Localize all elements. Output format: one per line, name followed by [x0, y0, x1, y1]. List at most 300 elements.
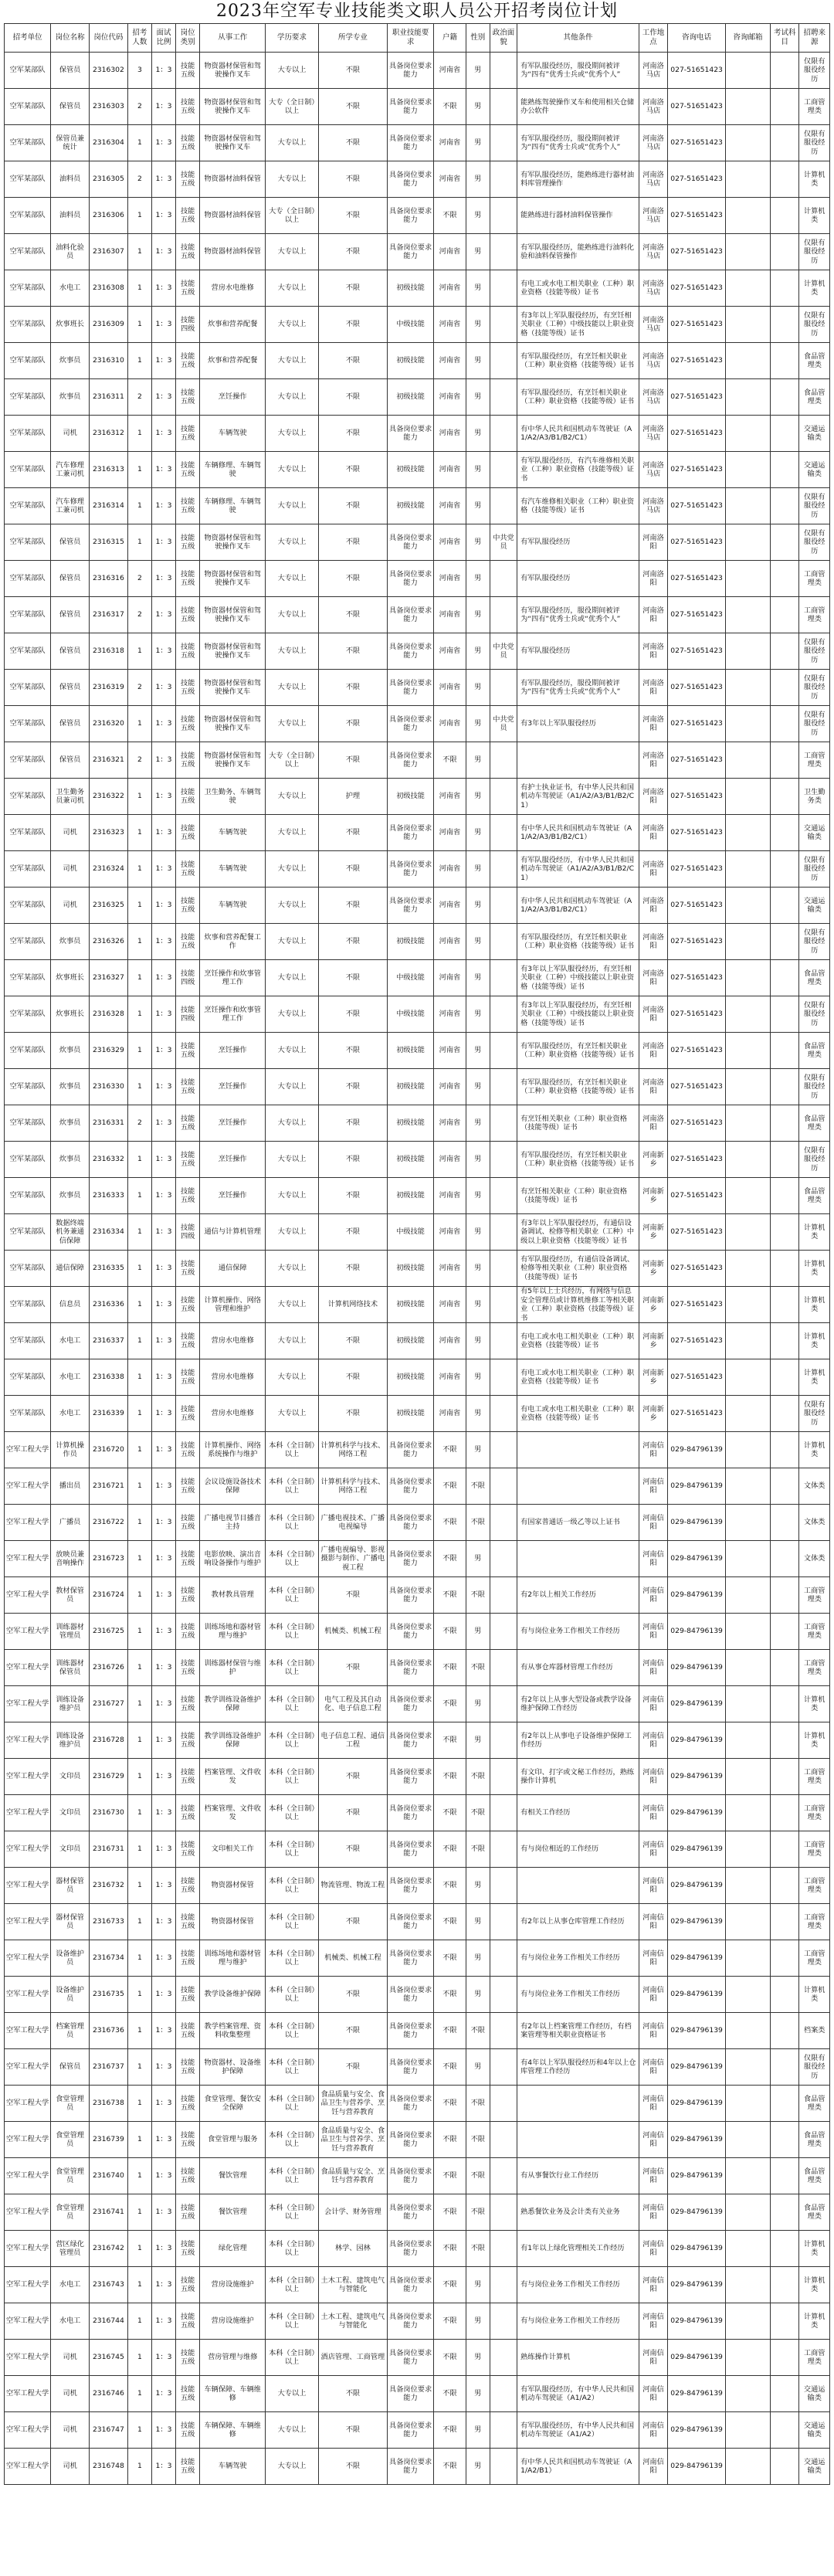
table-cell: 空军某部队 — [5, 561, 51, 597]
table-cell — [771, 1541, 799, 1577]
table-cell: 档案管理、文件收发 — [200, 1759, 266, 1795]
table-cell: 有军队服役经历 — [517, 633, 639, 670]
table-cell: 设备维护员 — [51, 1977, 90, 2013]
table-cell: 初级技能 — [388, 379, 434, 416]
table-cell: 工商管理类 — [799, 2340, 830, 2376]
table-cell: 具备岗位要求能力 — [388, 1541, 434, 1577]
table-cell: 不限 — [318, 89, 387, 125]
table-cell: 营房设施维护 — [200, 2303, 266, 2340]
table-cell: 技能五级 — [176, 2412, 200, 2449]
table-cell: 1 — [127, 1614, 151, 1650]
table-cell: 不限 — [318, 597, 387, 633]
table-cell: 1：3 — [151, 1251, 175, 1287]
table-row — [5, 633, 830, 670]
table-cell: 1 — [127, 996, 151, 1033]
table-row — [5, 960, 830, 996]
table-cell: 烹饪操作和炊事管理工作 — [200, 960, 266, 996]
table-cell: 1：3 — [151, 1831, 175, 1868]
table-cell: 河南信阳 — [639, 2449, 667, 2485]
table-cell: 大专以上 — [266, 161, 318, 198]
table-row — [5, 125, 830, 161]
table-cell: 2316722 — [90, 1505, 128, 1541]
table-row — [5, 1178, 830, 1214]
table-cell: 2 — [127, 597, 151, 633]
table-cell: 男 — [466, 1359, 490, 1396]
table-cell — [771, 2086, 799, 2122]
table-cell: 男 — [466, 524, 490, 561]
table-cell: 不限 — [434, 2340, 466, 2376]
table-cell — [725, 815, 770, 851]
table-cell: 河南信阳 — [639, 1432, 667, 1468]
table-cell: 技能五级 — [176, 1251, 200, 1287]
table-cell: 2316744 — [90, 2303, 128, 2340]
table-cell: 车辆保障、车辆维修 — [200, 2412, 266, 2449]
table-cell: 有军队服役经历，服役期间被评为“四有”优秀士兵或“优秀个人” — [517, 670, 639, 706]
table-cell — [725, 89, 770, 125]
table-cell: 文印员 — [51, 1759, 90, 1795]
table-row — [5, 597, 830, 633]
table-cell — [725, 2267, 770, 2303]
table-cell: 河南信阳 — [639, 1831, 667, 1868]
table-cell: 河南省 — [434, 234, 466, 270]
table-cell: 具备岗位要求能力 — [388, 2412, 434, 2449]
table-cell — [771, 1468, 799, 1505]
table-cell: 绿化管理 — [200, 2231, 266, 2267]
table-cell: 河南省 — [434, 307, 466, 343]
table-cell: 初级技能 — [388, 1105, 434, 1142]
table-cell: 有军队服役经历，服役期间被评为“四有”优秀士兵或“优秀个人” — [517, 53, 639, 89]
table-cell: 河南洛马店 — [639, 343, 667, 379]
table-cell — [490, 2158, 517, 2194]
table-row — [5, 343, 830, 379]
table-cell: 技能四级 — [176, 307, 200, 343]
table-cell: 卫生勤务员兼司机 — [51, 779, 90, 815]
table-cell: 初级技能 — [388, 1178, 434, 1214]
table-cell: 本科（全日制）以上 — [266, 2013, 318, 2049]
table-cell: 河南信阳 — [639, 1577, 667, 1614]
table-cell — [771, 996, 799, 1033]
table-cell — [725, 1614, 770, 1650]
table-cell: 河南信阳 — [639, 2340, 667, 2376]
table-cell: 技能五级 — [176, 1069, 200, 1105]
table-cell: 不限 — [434, 2267, 466, 2303]
table-cell: 空军某部队 — [5, 1105, 51, 1142]
table-cell: 2316745 — [90, 2340, 128, 2376]
table-cell: 不限 — [318, 1577, 387, 1614]
table-cell — [517, 1541, 639, 1577]
table-cell: 保管员 — [51, 706, 90, 742]
table-cell: 空军某部队 — [5, 125, 51, 161]
table-cell: 不限 — [318, 53, 387, 89]
table-cell: 不限 — [466, 1650, 490, 1686]
table-cell: 炊事班长 — [51, 307, 90, 343]
table-cell: 1 — [127, 2158, 151, 2194]
table-cell: 不限 — [466, 1831, 490, 1868]
table-cell — [725, 1105, 770, 1142]
table-cell: 保管员 — [51, 524, 90, 561]
table-cell: 烹饪操作和炊事管理工作 — [200, 996, 266, 1033]
table-cell: 空军某部队 — [5, 924, 51, 960]
table-cell: 空军某部队 — [5, 53, 51, 89]
table-cell: 1：3 — [151, 2412, 175, 2449]
table-cell: 技能五级 — [176, 1105, 200, 1142]
table-cell: 有烹饪相关职业（工种）职业资格（技能等级）证书 — [517, 1178, 639, 1214]
table-cell: 炊事员 — [51, 1142, 90, 1178]
table-cell — [771, 2158, 799, 2194]
table-cell — [725, 379, 770, 416]
table-cell: 具备岗位要求能力 — [388, 851, 434, 888]
table-cell: 1 — [127, 524, 151, 561]
table-cell: 有4年以上军队服役经历和4年以上仓库管理工作经历 — [517, 2049, 639, 2086]
table-row — [5, 742, 830, 779]
table-cell: 空军某部队 — [5, 89, 51, 125]
table-cell: 档案管理员 — [51, 2013, 90, 2049]
table-cell: 2316746 — [90, 2376, 128, 2412]
table-cell: 河南省 — [434, 815, 466, 851]
table-cell — [725, 1468, 770, 1505]
table-cell: 河南洛马店 — [639, 53, 667, 89]
table-cell: 水电工 — [51, 1359, 90, 1396]
table-cell: 工商管理类 — [799, 89, 830, 125]
table-cell: 技能五级 — [176, 125, 200, 161]
table-cell: 技能五级 — [176, 416, 200, 452]
table-row — [5, 1359, 830, 1396]
table-cell: 会议设施设备技术保障 — [200, 1468, 266, 1505]
table-cell: 027-51651423 — [668, 851, 726, 888]
table-cell: 河南省 — [434, 1251, 466, 1287]
table-cell — [725, 1795, 770, 1831]
table-cell — [490, 1432, 517, 1468]
table-cell — [490, 2122, 517, 2158]
table-cell: 不限 — [434, 2231, 466, 2267]
table-cell: 教学训练设备维护保障 — [200, 1722, 266, 1759]
table-cell: 炊事和营养配餐 — [200, 343, 266, 379]
table-cell: 技能五级 — [176, 1033, 200, 1069]
table-cell: 不限 — [318, 1323, 387, 1359]
table-cell: 初级技能 — [388, 1142, 434, 1178]
table-cell: 027-51651423 — [668, 343, 726, 379]
table-cell: 1：3 — [151, 452, 175, 488]
table-cell: 空军工程大学 — [5, 2086, 51, 2122]
table-cell: 文印员 — [51, 1795, 90, 1831]
table-cell — [490, 2013, 517, 2049]
table-cell: 河南洛阳 — [639, 1033, 667, 1069]
table-cell: 具备岗位要求能力 — [388, 1831, 434, 1868]
table-cell: 技能五级 — [176, 1868, 200, 1904]
table-cell: 男 — [466, 416, 490, 452]
table-cell: 不限 — [434, 2376, 466, 2412]
table-cell: 空军工程大学 — [5, 2340, 51, 2376]
table-cell: 1 — [127, 2194, 151, 2231]
table-cell: 不限 — [318, 1977, 387, 2013]
table-row — [5, 2013, 830, 2049]
column-header: 咨询邮箱 — [725, 24, 770, 53]
table-cell: 不限 — [466, 1505, 490, 1541]
table-cell: 河南省 — [434, 888, 466, 924]
table-cell: 教学档案管理、资料收集整理 — [200, 2013, 266, 2049]
table-cell — [771, 670, 799, 706]
table-cell: 1：3 — [151, 1722, 175, 1759]
table-cell: 1：3 — [151, 1868, 175, 1904]
table-cell: 1 — [127, 815, 151, 851]
table-cell: 河南省 — [434, 1105, 466, 1142]
table-row — [5, 1541, 830, 1577]
table-cell: 2316303 — [90, 89, 128, 125]
table-cell: 技能五级 — [176, 1432, 200, 1468]
table-cell: 空军工程大学 — [5, 1977, 51, 2013]
table-cell: 大专以上 — [266, 1142, 318, 1178]
table-cell: 1：3 — [151, 996, 175, 1033]
table-cell — [490, 2231, 517, 2267]
table-cell: 河南信阳 — [639, 2376, 667, 2412]
table-cell: 男 — [466, 996, 490, 1033]
table-cell: 河南洛马店 — [639, 452, 667, 488]
table-cell: 2 — [127, 670, 151, 706]
table-cell — [725, 2449, 770, 2485]
table-cell: 027-51651423 — [668, 779, 726, 815]
table-cell: 烹饪操作 — [200, 1142, 266, 1178]
table-cell: 训练器材管理员 — [51, 1614, 90, 1650]
table-cell: 技能五级 — [176, 524, 200, 561]
table-cell: 1 — [127, 1142, 151, 1178]
table-cell: 有中华人民共和国机动车驾驶证（A1/A2/A3/B1/B2/C1） — [517, 888, 639, 924]
table-cell: 1：3 — [151, 670, 175, 706]
table-cell: 河南省 — [434, 379, 466, 416]
table-cell: 通信保障 — [51, 1251, 90, 1287]
table-cell: 河南洛马店 — [639, 270, 667, 307]
table-cell: 具备岗位要求能力 — [388, 1759, 434, 1795]
table-cell: 不限 — [466, 2013, 490, 2049]
table-cell: 物资器材保管和驾驶操作叉车 — [200, 706, 266, 742]
table-cell: 不限 — [318, 670, 387, 706]
table-cell: 技能五级 — [176, 888, 200, 924]
table-cell: 技能五级 — [176, 2340, 200, 2376]
table-cell: 仅限有服役经历 — [799, 1396, 830, 1432]
table-cell: 炊事员 — [51, 1178, 90, 1214]
table-cell: 大专以上 — [266, 851, 318, 888]
table-row — [5, 53, 830, 89]
table-cell — [725, 1142, 770, 1178]
table-cell: 027-51651423 — [668, 524, 726, 561]
table-cell: 不限 — [434, 1940, 466, 1977]
table-cell: 不限 — [318, 996, 387, 1033]
table-cell — [771, 379, 799, 416]
table-cell: 河南省 — [434, 1396, 466, 1432]
table-cell: 1：3 — [151, 1142, 175, 1178]
table-cell: 029-84796139 — [668, 1722, 726, 1759]
table-cell: 空军工程大学 — [5, 2231, 51, 2267]
table-cell: 河南省 — [434, 706, 466, 742]
table-cell: 炊事员 — [51, 1033, 90, 1069]
table-cell — [725, 1722, 770, 1759]
table-row — [5, 779, 830, 815]
table-cell: 不限 — [434, 1977, 466, 2013]
table-cell: 大专以上 — [266, 488, 318, 524]
table-cell: 男 — [466, 1977, 490, 2013]
table-cell: 计算机类 — [799, 1977, 830, 2013]
table-row — [5, 234, 830, 270]
table-cell: 技能五级 — [176, 1650, 200, 1686]
table-cell: 有电工或水电工相关职业（工种）职业资格（技能等级）证书 — [517, 1396, 639, 1432]
table-cell: 大专以上 — [266, 2376, 318, 2412]
table-cell: 文体类 — [799, 1505, 830, 1541]
table-cell: 1：3 — [151, 53, 175, 89]
table-cell: 具备岗位要求能力 — [388, 2194, 434, 2231]
table-cell: 技能五级 — [176, 1323, 200, 1359]
table-cell: 大专以上 — [266, 234, 318, 270]
table-cell: 空军某部队 — [5, 779, 51, 815]
table-cell — [725, 53, 770, 89]
table-cell: 2316325 — [90, 888, 128, 924]
table-cell: 2 — [127, 379, 151, 416]
table-cell: 本科（全日制）以上 — [266, 1868, 318, 1904]
table-cell: 1 — [127, 924, 151, 960]
table-cell: 027-51651423 — [668, 1323, 726, 1359]
table-cell: 技能五级 — [176, 561, 200, 597]
table-cell: 熟悉餐饮业务及会计类有关业务 — [517, 2194, 639, 2231]
table-cell: 不限 — [466, 2194, 490, 2231]
table-cell — [771, 851, 799, 888]
header-row — [5, 24, 830, 53]
table-cell: 物资器材油料保管 — [200, 198, 266, 234]
table-cell: 2 — [127, 561, 151, 597]
table-cell: 男 — [466, 2412, 490, 2449]
table-cell — [771, 1432, 799, 1468]
table-cell: 技能五级 — [176, 1359, 200, 1396]
table-cell: 1：3 — [151, 2086, 175, 2122]
table-cell: 有军队服役经历，有中华人民共和国机动车驾驶证（A1/A2） — [517, 2412, 639, 2449]
table-cell: 教学训练设备维护保障 — [200, 1686, 266, 1722]
table-cell: 大专以上 — [266, 706, 318, 742]
table-cell: 具备岗位要求能力 — [388, 2376, 434, 2412]
table-cell: 2316741 — [90, 2194, 128, 2231]
table-row — [5, 89, 830, 125]
table-cell: 大专以上 — [266, 379, 318, 416]
table-cell: 空军工程大学 — [5, 1868, 51, 1904]
table-cell: 2316737 — [90, 2049, 128, 2086]
table-cell: 男 — [466, 452, 490, 488]
table-cell: 空军某部队 — [5, 379, 51, 416]
table-cell: 河南新乡 — [639, 1323, 667, 1359]
table-cell: 司机 — [51, 2340, 90, 2376]
table-cell: 029-84796139 — [668, 1759, 726, 1795]
table-cell: 河南洛阳 — [639, 1105, 667, 1142]
table-header — [5, 24, 830, 53]
table-row — [5, 161, 830, 198]
table-cell: 食品管理类 — [799, 343, 830, 379]
table-row — [5, 1868, 830, 1904]
table-cell: 029-84796139 — [668, 1795, 726, 1831]
table-cell — [771, 1178, 799, 1214]
table-cell: 029-84796139 — [668, 1577, 726, 1614]
table-row — [5, 1033, 830, 1069]
table-row — [5, 1722, 830, 1759]
table-cell: 有军队服役经历，有烹饪相关职业（工种）职业资格（技能等级）证书 — [517, 1142, 639, 1178]
table-cell: 2316725 — [90, 1614, 128, 1650]
table-cell: 2316326 — [90, 924, 128, 960]
table-cell: 027-51651423 — [668, 706, 726, 742]
table-cell: 河南洛阳 — [639, 779, 667, 815]
table-cell: 工商管理类 — [799, 1904, 830, 1940]
table-cell: 技能五级 — [176, 1178, 200, 1214]
table-cell: 1：3 — [151, 1033, 175, 1069]
table-row — [5, 2122, 830, 2158]
table-cell — [771, 815, 799, 851]
table-cell: 初级技能 — [388, 1287, 434, 1323]
table-cell: 仅限有服役经历 — [799, 633, 830, 670]
table-cell: 1：3 — [151, 1432, 175, 1468]
table-cell — [771, 1795, 799, 1831]
table-cell: 仅限有服役经历 — [799, 53, 830, 89]
document-title: 2023年空军专业技能类文职人员公开招考岗位计划 — [216, 2, 618, 21]
table-row — [5, 524, 830, 561]
table-cell: 技能五级 — [176, 2013, 200, 2049]
table-cell: 1：3 — [151, 270, 175, 307]
table-cell: 1：3 — [151, 924, 175, 960]
table-cell: 027-51651423 — [668, 742, 726, 779]
table-cell: 1：3 — [151, 379, 175, 416]
table-cell: 工商管理类 — [799, 1759, 830, 1795]
table-row — [5, 1069, 830, 1105]
table-cell — [771, 2449, 799, 2485]
table-cell: 1：3 — [151, 524, 175, 561]
table-cell: 仅限有服役经历 — [799, 706, 830, 742]
table-cell: 有与岗位业务工作相关工作经历 — [517, 1614, 639, 1650]
table-cell: 计算机类 — [799, 198, 830, 234]
table-cell: 空军某部队 — [5, 670, 51, 706]
table-cell — [771, 2194, 799, 2231]
table-cell — [725, 270, 770, 307]
table-cell — [490, 670, 517, 706]
table-cell: 具备岗位要求能力 — [388, 1795, 434, 1831]
table-cell: 空军工程大学 — [5, 2449, 51, 2485]
table-cell: 男 — [466, 161, 490, 198]
table-cell: 男 — [466, 670, 490, 706]
table-cell: 食品管理类 — [799, 2158, 830, 2194]
table-cell: 不限 — [434, 1722, 466, 1759]
table-cell: 技能五级 — [176, 53, 200, 89]
table-cell: 物资器材保管 — [200, 1904, 266, 1940]
table-cell: 027-51651423 — [668, 996, 726, 1033]
table-cell: 河南信阳 — [639, 2267, 667, 2303]
table-cell: 播出员 — [51, 1468, 90, 1505]
table-cell: 1：3 — [151, 815, 175, 851]
table-cell: 油料化验员 — [51, 234, 90, 270]
table-cell: 交通运输类 — [799, 2376, 830, 2412]
table-cell: 2316334 — [90, 1214, 128, 1251]
table-cell — [771, 270, 799, 307]
table-cell: 物资器材保管 — [200, 1868, 266, 1904]
table-cell: 不限 — [434, 2158, 466, 2194]
column-header: 招聘来源 — [799, 24, 830, 53]
table-cell: 物资器材、设备维护保障 — [200, 2049, 266, 2086]
table-cell: 教材保管员 — [51, 1577, 90, 1614]
table-cell: 1 — [127, 1541, 151, 1577]
table-cell: 河南新乡 — [639, 1359, 667, 1396]
table-cell: 空军某部队 — [5, 1359, 51, 1396]
table-cell: 河南省 — [434, 851, 466, 888]
table-cell: 1：3 — [151, 307, 175, 343]
table-cell: 水电工 — [51, 2303, 90, 2340]
table-cell: 保管员 — [51, 561, 90, 597]
table-cell: 司机 — [51, 815, 90, 851]
table-cell: 空军工程大学 — [5, 2303, 51, 2340]
table-cell: 1 — [127, 2049, 151, 2086]
table-cell — [771, 1069, 799, 1105]
table-cell: 1：3 — [151, 561, 175, 597]
table-cell: 仅限有服役经历 — [799, 488, 830, 524]
table-cell: 有3年以上军队服役经历，有烹饪相关职业（工种）中级技能以上职业资格（技能等级）证书 — [517, 960, 639, 996]
